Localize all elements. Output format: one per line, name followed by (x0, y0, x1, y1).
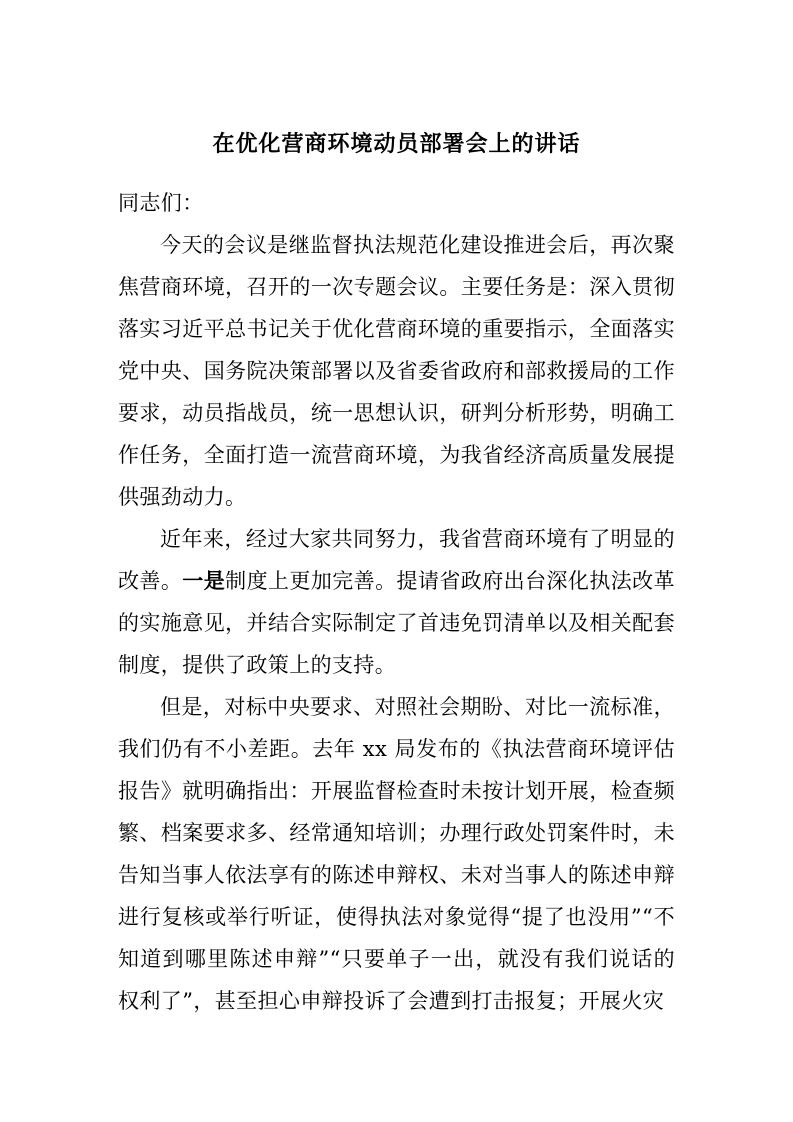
paragraph-achievements-text-rest: 制度上更加完善。提请省政府出台深化执法改革的实施意见，并结合实际制定了首违免罚清单以及相关配套制度，提供了政策上的支持。 (118, 569, 676, 677)
paragraph-achievements-bold-marker: 一是 (182, 569, 226, 593)
paragraph-meeting-purpose: 今天的会议是继监督执法规范化建设推进会后，再次聚焦营商环境，召开的一次专题会议。主要任务是：深入贯彻落实习近平总书记关于优化营商环境的重要指示，全面落实党中央、国务院决策部署以及省委省政府和部救援局的工作要求，动员指战员，统一思想认识，研判分析形势，明确工作任务，全面打造一流营商环境，为我省经济高质量发展提供强劲动力。 (118, 233, 675, 509)
paragraph-problems: 但是，对标中央要求、对照社会期盼、对比一流标准，我们仍有不小差距。去年 xx 局发布的《执法营商环境评估报告》就明确指出：开展监督检查时未按计划开展，检查频繁、档案要求多、经常通知培训；办理行政处罚案件时，未告知当事人依法享有的陈述申辩权、未对当事人的陈述申辩进行复核或举行听证，使得执法对象觉得“提了也没用”“不知道到哪里陈述申辩”“只要单子一出，就没有我们说话的权利了”，甚至担心申辩投诉了会遭到打击报复；开展火灾 (118, 695, 675, 1013)
salutation: 同志们： (118, 191, 204, 215)
document-title: 在优化营商环境动员部署会上的讲话 (212, 132, 581, 157)
paragraph-achievements (118, 518, 675, 686)
paragraph-achievements-text-lead: 近年来，经过大家共同努力，我省营商环境有了明显的改善。 (118, 527, 675, 593)
